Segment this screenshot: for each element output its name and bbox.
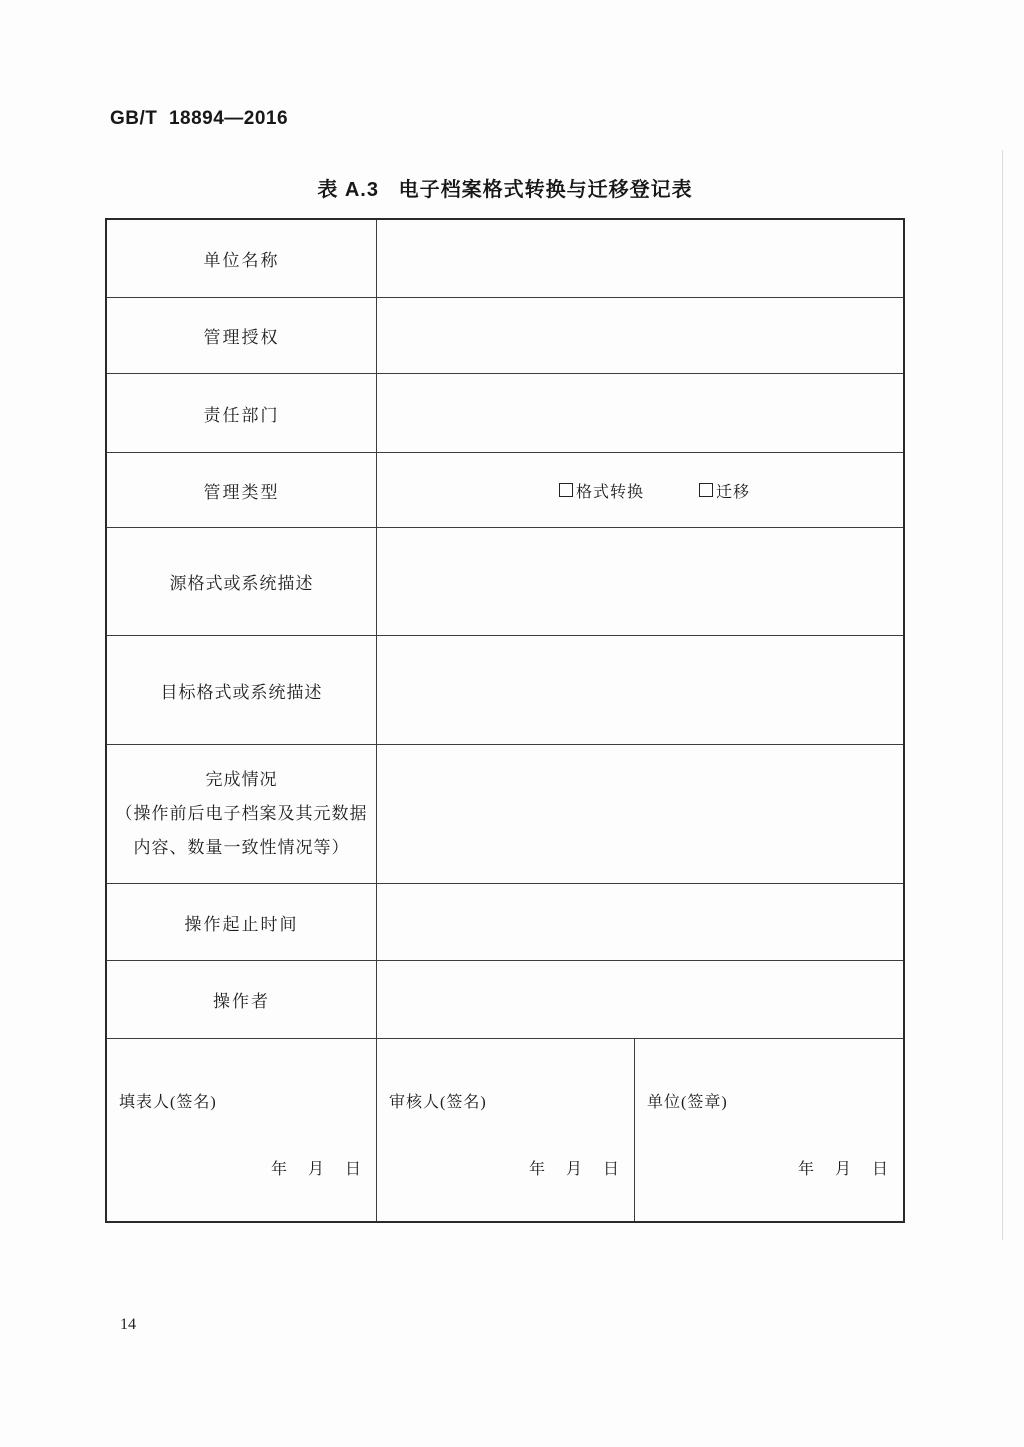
form-filler-signature-label: 填表人(签名) — [119, 1094, 217, 1111]
signature-cell-reviewer — [377, 1039, 635, 1221]
row-value-responsible-department — [377, 374, 903, 452]
completion-status-line3: 内容、数量一致性情况等） — [133, 838, 350, 857]
management-type-options — [377, 453, 903, 527]
option-migration — [699, 479, 750, 502]
completion-status-line2: （操作前后电子档案及其元数据 — [115, 804, 368, 823]
table-row — [107, 744, 903, 883]
row-label-unit-name: 单位名称 — [107, 220, 377, 297]
row-value-operation-time-range — [377, 884, 903, 960]
row-value-unit-name — [377, 220, 903, 297]
completion-status-line1: 完成情况 — [205, 770, 278, 789]
table-row — [107, 635, 903, 744]
row-label-management-type: 管理类型 — [107, 453, 377, 527]
table-title: 表 A.3 电子档案格式转换与迁移登记表 — [317, 179, 693, 201]
row-label-operation-time-range: 操作起止时间 — [107, 884, 377, 960]
row-label-operator: 操作者 — [107, 961, 377, 1038]
row-value-operator — [377, 961, 903, 1038]
option-format-conversion — [559, 479, 644, 502]
row-label-management-authorization: 管理授权 — [107, 298, 377, 373]
option-migration-label: 迁移 — [716, 483, 751, 501]
option-format-conversion-label: 格式转换 — [576, 483, 645, 501]
signature-row — [107, 1038, 903, 1221]
checkbox-icon — [559, 483, 573, 497]
checkbox-icon — [699, 483, 713, 497]
table-row — [107, 297, 903, 373]
table-row — [107, 220, 903, 297]
table-row — [107, 373, 903, 452]
row-value-target-format-description — [377, 636, 903, 744]
row-value-source-format-description — [377, 528, 903, 635]
row-label-completion-status — [107, 745, 377, 883]
signature-cell-unit-seal — [635, 1039, 903, 1221]
unit-seal-date-label: 年 月 日 — [797, 1161, 889, 1178]
row-label-responsible-department: 责任部门 — [107, 374, 377, 452]
reviewer-signature-label: 审核人(签名) — [389, 1094, 487, 1111]
row-value-completion-status — [377, 745, 903, 883]
scan-artifact-line — [1002, 150, 1003, 1240]
table-row — [107, 960, 903, 1038]
reviewer-date-label: 年 月 日 — [528, 1161, 620, 1178]
table-row — [107, 883, 903, 960]
registration-form-table — [105, 218, 905, 1223]
form-filler-date-label: 年 月 日 — [270, 1161, 362, 1178]
row-label-source-format-description: 源格式或系统描述 — [107, 528, 377, 635]
table-row — [107, 527, 903, 635]
page-number: 14 — [120, 1316, 136, 1333]
standard-number-header: GB/T 18894—2016 — [110, 108, 289, 129]
row-label-target-format-description: 目标格式或系统描述 — [107, 636, 377, 744]
row-value-management-authorization — [377, 298, 903, 373]
signature-cell-form-filler — [107, 1039, 377, 1221]
unit-seal-label: 单位(签章) — [647, 1094, 728, 1111]
table-row — [107, 452, 903, 527]
